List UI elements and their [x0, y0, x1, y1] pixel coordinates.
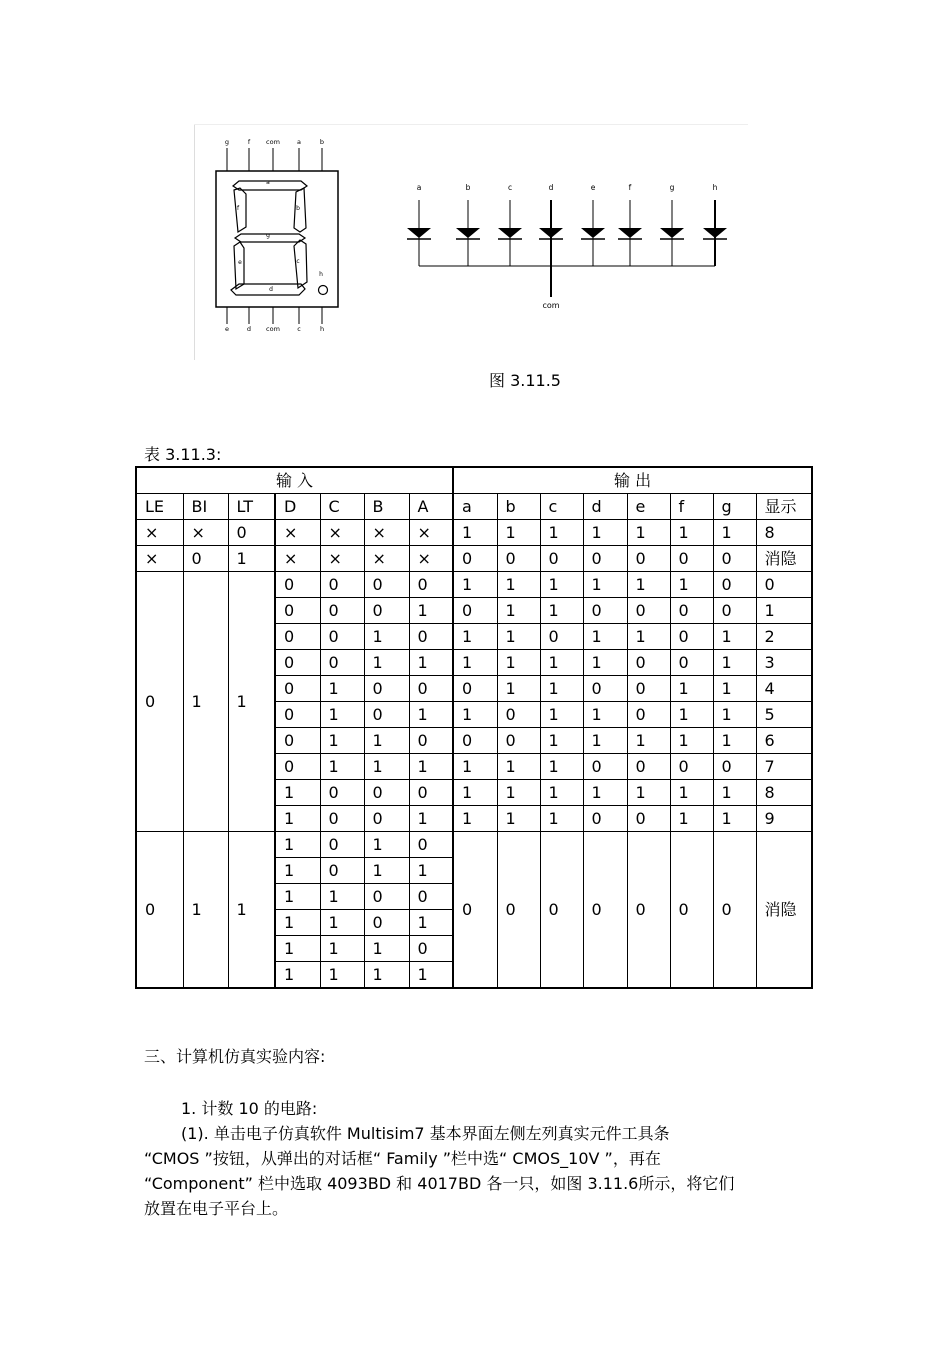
table-cell: × — [275, 546, 320, 572]
com-label: com — [542, 301, 560, 310]
column-header: LE — [136, 494, 183, 520]
table-cell: 0 — [583, 546, 627, 572]
segment-label: g — [266, 232, 270, 239]
paragraph-line: “CMOS ”按钮，从弹出的对话框“ Family ”栏中选“ CMOS_10V ”，再在 — [144, 1149, 661, 1168]
table-cell: 1 — [670, 572, 713, 598]
table-cell: 0 — [583, 832, 627, 989]
table-cell: 1 — [409, 702, 453, 728]
diode-label: c — [507, 183, 513, 192]
table-cell: 0 — [275, 572, 320, 598]
table-caption: 表 3.11.3: — [144, 445, 222, 464]
table-cell: 1 — [228, 572, 275, 832]
table-cell: 0 — [320, 832, 364, 858]
pin-label: e — [225, 325, 229, 333]
table-cell: × — [136, 520, 183, 546]
table-cell: 0 — [453, 598, 497, 624]
table-cell: 1 — [275, 936, 320, 962]
table-cell: 1 — [183, 572, 228, 832]
segment-label: f — [236, 205, 240, 212]
table-cell: 0 — [627, 702, 670, 728]
table-cell: 1 — [320, 728, 364, 754]
pin-label: h — [319, 325, 325, 333]
table-cell: 0 — [136, 832, 183, 989]
table-cell: 1 — [228, 832, 275, 989]
table-cell: 1 — [583, 624, 627, 650]
diode-d — [539, 200, 563, 266]
table-cell: 0 — [409, 832, 453, 858]
diode-label: a — [416, 183, 422, 192]
table-cell: 9 — [756, 806, 812, 832]
table-cell: 0 — [627, 832, 670, 989]
diode-e — [581, 200, 605, 266]
table-cell: 1 — [497, 520, 540, 546]
table-cell: 消隐 — [756, 832, 812, 989]
table-cell: 0 — [364, 702, 409, 728]
table-cell: 1 — [409, 962, 453, 989]
table-cell: 1 — [275, 884, 320, 910]
paragraph-line: 放置在电子平台上。 — [144, 1199, 289, 1218]
table-cell: 1 — [540, 754, 583, 780]
diode-label: d — [548, 183, 554, 192]
table-cell: 1 — [583, 520, 627, 546]
section-title: 三、计算机仿真实验内容: — [144, 1047, 326, 1066]
diode-b — [456, 200, 480, 266]
item-heading: 1. 计数 10 的电路: — [181, 1099, 318, 1118]
table-cell: 1 — [409, 754, 453, 780]
table-cell: × — [320, 546, 364, 572]
table-cell: × — [183, 520, 228, 546]
table-cell: × — [364, 520, 409, 546]
column-header: A — [409, 494, 453, 520]
table-cell: 1 — [627, 520, 670, 546]
column-header: f — [670, 494, 713, 520]
table-cell: 0 — [583, 676, 627, 702]
table-cell: 0 — [364, 884, 409, 910]
table-cell: 1 — [275, 962, 320, 989]
table-cell: 1 — [540, 728, 583, 754]
table-cell: × — [409, 520, 453, 546]
segment-label: d — [269, 286, 273, 293]
table-cell: 1 — [713, 780, 756, 806]
pin-label: a — [297, 138, 301, 146]
table-cell: 1 — [713, 520, 756, 546]
paragraph-line: “Component” 栏中选取 4093BD 和 4017BD 各一只，如图 3.11.6所示，将它们 — [144, 1174, 735, 1193]
table-cell: 0 — [627, 546, 670, 572]
pin-label: b — [319, 138, 325, 146]
table-cell: 0 — [583, 754, 627, 780]
diode-label: e — [590, 183, 596, 192]
table-cell: 1 — [713, 650, 756, 676]
table-cell: 0 — [670, 598, 713, 624]
table-cell: 1 — [275, 832, 320, 858]
pin-label: com — [266, 325, 280, 333]
table-cell: 1 — [497, 572, 540, 598]
diode-label: g — [669, 183, 675, 192]
table-cell: 0 — [228, 520, 275, 546]
table-cell: 0 — [627, 598, 670, 624]
table-cell: 0 — [497, 832, 540, 989]
output-group-header: 输 出 — [453, 467, 812, 494]
table-cell: 1 — [453, 572, 497, 598]
table-cell: 1 — [453, 806, 497, 832]
table-cell: 1 — [364, 936, 409, 962]
table-cell: 1 — [670, 728, 713, 754]
diode-f — [618, 200, 642, 266]
truth-table — [135, 466, 813, 989]
table-cell: 0 — [713, 598, 756, 624]
table-cell: 0 — [409, 624, 453, 650]
table-cell: 0 — [320, 806, 364, 832]
table-cell: 0 — [540, 624, 583, 650]
table-cell: 0 — [497, 546, 540, 572]
table-cell: 1 — [453, 520, 497, 546]
table-cell: 0 — [320, 572, 364, 598]
table-cell: 1 — [364, 962, 409, 989]
table-cell: 0 — [453, 676, 497, 702]
table-cell: 1 — [275, 806, 320, 832]
segment-label: e — [238, 259, 242, 266]
table-cell: 0 — [409, 936, 453, 962]
table-cell: 0 — [540, 832, 583, 989]
segment-label: b — [296, 205, 300, 212]
table-cell: 1 — [540, 806, 583, 832]
table-cell: 1 — [670, 702, 713, 728]
diode-label: b — [465, 183, 471, 192]
column-header: e — [627, 494, 670, 520]
table-cell: 1 — [320, 754, 364, 780]
table-cell: 0 — [713, 832, 756, 989]
table-cell: 8 — [756, 780, 812, 806]
table-cell: 1 — [713, 806, 756, 832]
table-cell: × — [275, 520, 320, 546]
figure-caption: 图 3.11.5 — [489, 371, 561, 390]
table-cell: 0 — [364, 598, 409, 624]
table-cell: 1 — [583, 572, 627, 598]
table-cell: 0 — [183, 546, 228, 572]
table-cell: 1 — [364, 858, 409, 884]
table-cell: 5 — [756, 702, 812, 728]
column-header: b — [497, 494, 540, 520]
table-cell: × — [364, 546, 409, 572]
table-cell: 1 — [275, 780, 320, 806]
table-cell: 1 — [713, 728, 756, 754]
pin-label: g — [224, 138, 230, 146]
table-cell: 1 — [670, 806, 713, 832]
table-cell: 1 — [497, 780, 540, 806]
table-cell: 1 — [540, 702, 583, 728]
table-cell: 0 — [756, 572, 812, 598]
table-cell: 0 — [275, 650, 320, 676]
table-cell: 0 — [364, 572, 409, 598]
table-cell: 7 — [756, 754, 812, 780]
table-cell: 0 — [627, 650, 670, 676]
table-cell: 0 — [409, 572, 453, 598]
pin-label: d — [246, 325, 252, 333]
table-cell: 0 — [540, 546, 583, 572]
segment-label: c — [296, 258, 300, 265]
table-cell: 1 — [320, 676, 364, 702]
table-cell: 0 — [497, 702, 540, 728]
table-cell: 1 — [540, 676, 583, 702]
column-header: BI — [183, 494, 228, 520]
table-cell: 1 — [497, 650, 540, 676]
table-cell: 1 — [364, 728, 409, 754]
table-cell: 1 — [453, 780, 497, 806]
table-cell: × — [136, 546, 183, 572]
table-cell: 0 — [275, 728, 320, 754]
table-cell: 1 — [183, 832, 228, 989]
diode-a — [407, 200, 431, 266]
table-cell: 0 — [409, 780, 453, 806]
table-cell: 1 — [275, 858, 320, 884]
diode-g — [660, 200, 684, 266]
table-cell: 0 — [583, 598, 627, 624]
table-cell: 0 — [627, 676, 670, 702]
column-header: 显示 — [756, 494, 812, 520]
table-cell: 0 — [275, 624, 320, 650]
table-row — [136, 832, 812, 858]
table-cell: 0 — [713, 572, 756, 598]
table-cell: 1 — [670, 676, 713, 702]
table-cell: 1 — [756, 598, 812, 624]
table-cell: 1 — [364, 624, 409, 650]
table-cell: 1 — [540, 780, 583, 806]
table-cell: 0 — [453, 832, 497, 989]
column-header: d — [583, 494, 627, 520]
table-cell: 0 — [275, 702, 320, 728]
table-cell: 0 — [320, 780, 364, 806]
table-cell: 1 — [497, 806, 540, 832]
table-cell: 1 — [670, 520, 713, 546]
table-cell: 1 — [497, 598, 540, 624]
table-cell: 0 — [364, 780, 409, 806]
column-header: D — [275, 494, 320, 520]
diode-h — [703, 200, 727, 266]
diode-label: f — [628, 183, 632, 192]
table-cell: 1 — [228, 546, 275, 572]
column-header: LT — [228, 494, 275, 520]
table-cell: 1 — [320, 910, 364, 936]
table-cell: 1 — [320, 884, 364, 910]
table-cell: 消隐 — [756, 546, 812, 572]
table-cell: 1 — [540, 572, 583, 598]
table-cell: 0 — [320, 624, 364, 650]
table-cell: 1 — [540, 650, 583, 676]
pin-label: c — [297, 325, 301, 333]
table-cell: 0 — [136, 572, 183, 832]
column-header: c — [540, 494, 583, 520]
table-cell: 0 — [364, 910, 409, 936]
column-header: a — [453, 494, 497, 520]
table-cell: 0 — [497, 728, 540, 754]
table-cell: 2 — [756, 624, 812, 650]
segment-label: a — [266, 179, 270, 186]
diode-c — [498, 200, 522, 266]
table-cell: 1 — [497, 754, 540, 780]
input-group-header: 输 入 — [136, 467, 453, 494]
table-cell: 1 — [540, 598, 583, 624]
pin-label: com — [266, 138, 280, 146]
table-cell: 0 — [409, 728, 453, 754]
table-cell: 0 — [670, 754, 713, 780]
table-cell: 1 — [453, 624, 497, 650]
table-cell: 1 — [364, 754, 409, 780]
table-cell: 0 — [320, 650, 364, 676]
table-row — [136, 572, 812, 598]
table-cell: 1 — [409, 910, 453, 936]
column-header: g — [713, 494, 756, 520]
table-cell: 1 — [583, 702, 627, 728]
table-cell: 0 — [713, 754, 756, 780]
table-cell: 1 — [409, 806, 453, 832]
table-cell: 1 — [713, 702, 756, 728]
table-cell: 0 — [670, 650, 713, 676]
table-cell: 0 — [320, 858, 364, 884]
table-cell: × — [320, 520, 364, 546]
table-cell: 1 — [670, 780, 713, 806]
table-cell: 1 — [583, 780, 627, 806]
column-header: B — [364, 494, 409, 520]
table-cell: 0 — [275, 754, 320, 780]
table-cell: 1 — [713, 624, 756, 650]
table-cell: 0 — [627, 806, 670, 832]
table-row — [136, 546, 812, 572]
table-cell: 0 — [364, 676, 409, 702]
table-cell: 3 — [756, 650, 812, 676]
table-cell: 0 — [627, 754, 670, 780]
table-row — [136, 494, 812, 520]
paragraph-line: (1). 单击电子仿真软件 Multisim7 基本界面左侧左列真实元件工具条 — [181, 1124, 670, 1143]
table-cell: 6 — [756, 728, 812, 754]
table-cell: 1 — [409, 598, 453, 624]
table-cell: 1 — [364, 650, 409, 676]
table-cell: 1 — [453, 702, 497, 728]
table-cell: 1 — [453, 650, 497, 676]
table-cell: 1 — [627, 728, 670, 754]
table-cell: 8 — [756, 520, 812, 546]
table-cell: 1 — [320, 962, 364, 989]
table-cell: 1 — [497, 624, 540, 650]
table-cell: 4 — [756, 676, 812, 702]
table-cell: 1 — [627, 624, 670, 650]
table-cell: 1 — [627, 780, 670, 806]
table-cell: 0 — [713, 546, 756, 572]
table-cell: 1 — [627, 572, 670, 598]
table-cell: 1 — [713, 676, 756, 702]
pin-label: f — [247, 138, 251, 146]
table-cell: 0 — [453, 728, 497, 754]
table-cell: 1 — [409, 858, 453, 884]
table-cell: 0 — [453, 546, 497, 572]
table-cell: 0 — [320, 598, 364, 624]
table-cell: × — [409, 546, 453, 572]
table-cell: 1 — [409, 650, 453, 676]
table-cell: 1 — [583, 728, 627, 754]
table-cell: 1 — [453, 754, 497, 780]
table-cell: 0 — [583, 806, 627, 832]
table-cell: 0 — [670, 624, 713, 650]
table-cell: 0 — [670, 832, 713, 989]
table-cell: 0 — [670, 546, 713, 572]
table-cell: 1 — [540, 520, 583, 546]
segment-label: h — [319, 271, 323, 278]
table-cell: 1 — [364, 832, 409, 858]
table-row — [136, 467, 812, 494]
table-cell: 0 — [275, 598, 320, 624]
diode-label: h — [712, 183, 718, 192]
table-cell: 1 — [320, 702, 364, 728]
table-cell: 1 — [583, 650, 627, 676]
column-header: C — [320, 494, 364, 520]
table-cell: 0 — [275, 676, 320, 702]
table-cell: 0 — [364, 806, 409, 832]
table-cell: 1 — [275, 910, 320, 936]
table-row — [136, 520, 812, 546]
table-cell: 0 — [409, 884, 453, 910]
seven-segment-figure — [194, 124, 748, 360]
table-cell: 1 — [497, 676, 540, 702]
table-cell: 1 — [320, 936, 364, 962]
table-cell: 0 — [409, 676, 453, 702]
